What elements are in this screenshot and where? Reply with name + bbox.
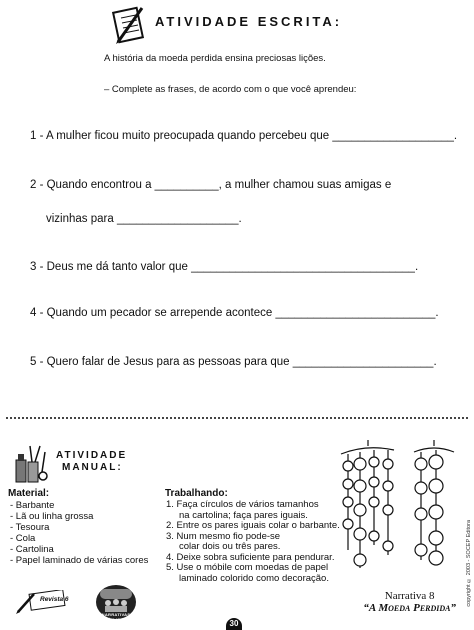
- step-continuation: laminado colorido como decoração.: [179, 572, 329, 584]
- step-continuation: colar dois ou três pares.: [179, 541, 281, 552]
- manual-activity-title: [56, 450, 136, 474]
- narrative-title: “A Moeda Perdida”: [363, 602, 456, 614]
- step-text: 3. Num mesmo fio pode-se: [166, 530, 281, 542]
- copyright-text: copyright © 2003 - SOCEP Editora: [466, 520, 472, 607]
- instruction-text: – Complete as frases, de acordo com o que você aprendeu:: [104, 84, 357, 95]
- intro-text: A história da moeda perdida ensina preciosas lições.: [104, 53, 326, 64]
- narrative-label: [363, 590, 456, 614]
- materials-list: [10, 500, 148, 566]
- narrativas-logo-text: NARRATIVAS BÍBLICAS: [101, 612, 131, 622]
- glue-scissors-icon: [12, 444, 50, 484]
- section-divider: [6, 417, 468, 419]
- list-item: [166, 532, 340, 553]
- question-1: 1 - A mulher ficou muito preocupada quando percebeu que ___________________.: [30, 130, 458, 142]
- step-text: 2. Entre os pares iguais colar o barbante.: [166, 520, 340, 531]
- written-activity-title: ATIVIDADE ESCRITA:: [155, 14, 343, 29]
- narrative-number: Narrativa 8: [384, 590, 435, 602]
- manual-title-line2: MANUAL:: [62, 462, 123, 473]
- list-item: [166, 500, 340, 521]
- page-number: 30: [226, 618, 242, 630]
- question-2-continuation: vizinhas para ___________________.: [46, 213, 242, 225]
- magazine-badge-label: Revista 6: [40, 596, 69, 603]
- question-3: 3 - Deus me dá tanto valor que ___________________________________.: [30, 261, 419, 273]
- question-4: 4 - Quando um pecador se arrepende acontece _________________________.: [30, 307, 439, 319]
- question-5: 5 - Quero falar de Jesus para as pessoas para que ______________________.: [30, 356, 437, 368]
- mobile-coins-illustration: [336, 440, 458, 580]
- step-text: 4. Deixe sobra suficiente para pendurar.: [166, 551, 335, 563]
- list-item: - Lã ou linha grossa: [10, 511, 94, 522]
- steps-heading: Trabalhando:: [165, 488, 228, 499]
- list-item: - Cola: [10, 533, 36, 544]
- step-continuation: na cartolina; faça pares iguais.: [179, 509, 308, 521]
- list-item: - Papel laminado de várias cores: [10, 555, 149, 566]
- list-item: [166, 563, 340, 584]
- step-text: 5. Use o móbile com moedas de papel: [166, 562, 329, 573]
- step-text: 1. Faça círculos de vários tamanhos: [166, 499, 319, 510]
- list-item: - Barbante: [10, 500, 55, 511]
- list-item: - Cartolina: [10, 544, 54, 555]
- materials-heading: Material:: [8, 488, 50, 499]
- steps-list: [166, 500, 340, 584]
- manual-title-line1: ATIVIDADE: [56, 450, 128, 461]
- notebook-pencil-icon: [112, 4, 150, 44]
- question-2: 2 - Quando encontrou a __________, a mulher chamou suas amigas e: [30, 179, 392, 191]
- list-item: - Tesoura: [10, 522, 50, 533]
